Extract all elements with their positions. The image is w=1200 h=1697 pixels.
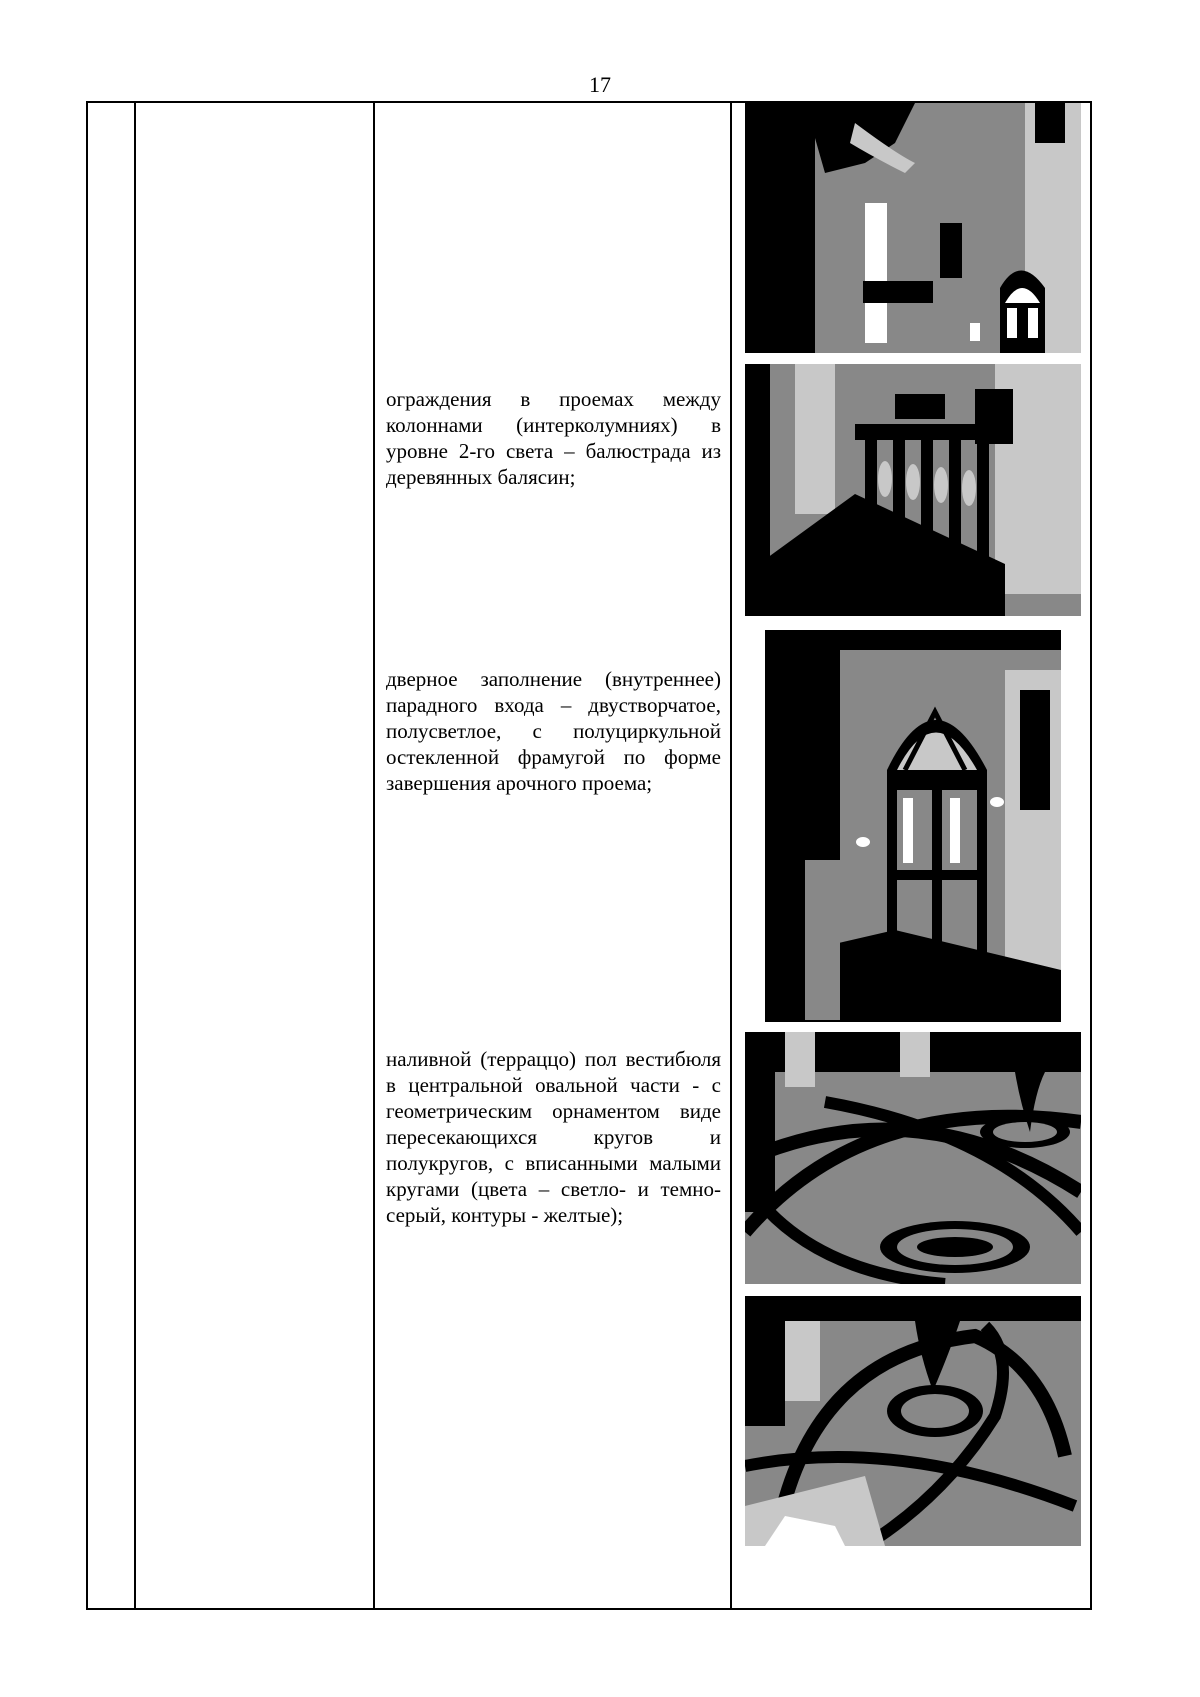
- photo-vestibule-upper: [745, 103, 1081, 353]
- photo-terrazzo-floor-2: [745, 1296, 1081, 1546]
- photo-balustrade: [745, 364, 1081, 616]
- photo-terrazzo-floor: [745, 1032, 1081, 1284]
- column-divider-3: [730, 103, 732, 1608]
- document-table: [86, 101, 1092, 1610]
- column-divider-2: [373, 103, 375, 1608]
- description-entrance-door: дверное заполнение (внутреннее) парадного входа – двустворчатое, полусветлое, с полуциркульной остекленной фрамугой по форме завершения арочного проема;: [386, 667, 721, 795]
- description-terrazzo-floor: наливной (терраццо) пол вестибюля в центральной овальной части - с геометрическим орнаментом виде пересекающихся кругов и полукругов, с вписанными малыми кругами (цвета – светло- и темно-серый, контуры - желтые);: [386, 1047, 721, 1227]
- column-divider-1: [134, 103, 136, 1608]
- description-balustrade: ограждения в проемах между колоннами (интерколумниях) в уровне 2-го света – балюстрада из деревянных балясин;: [386, 387, 721, 489]
- page-number: 17: [589, 72, 611, 97]
- photo-entrance-door: [765, 630, 1061, 1022]
